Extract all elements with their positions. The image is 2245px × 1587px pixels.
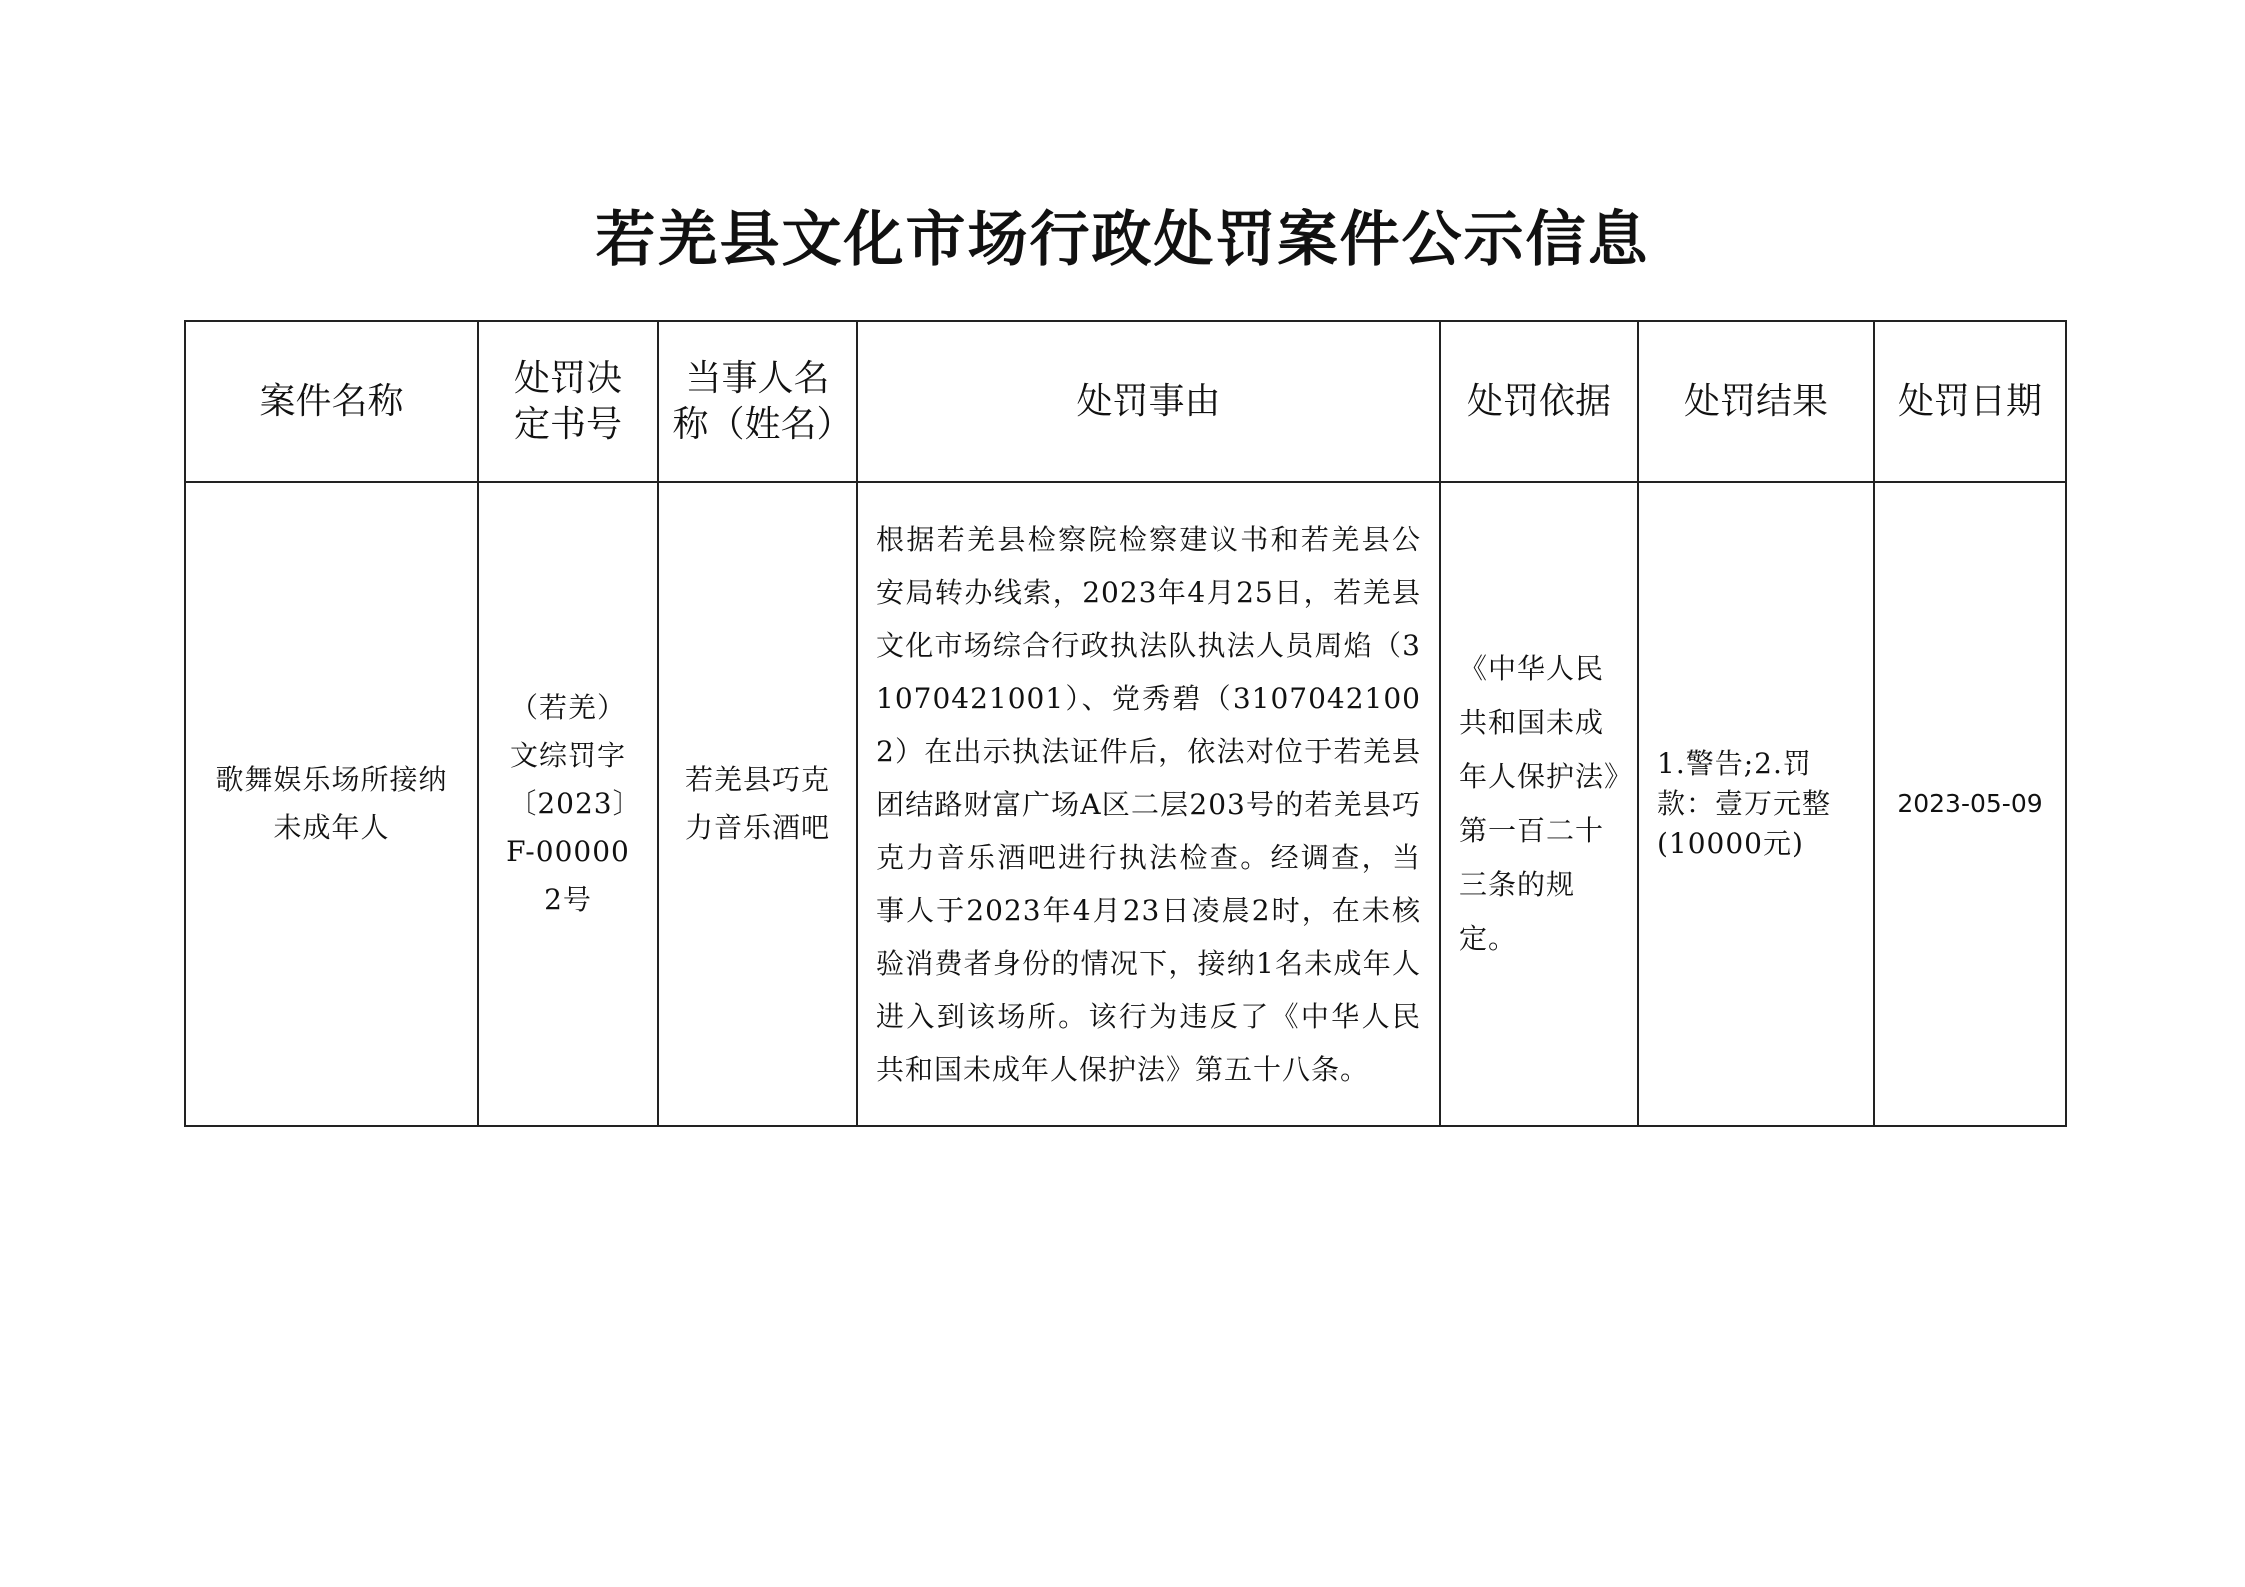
table-row	[185, 482, 2066, 1126]
cell-case-name: 歌舞娱乐场所接纳未成年人	[185, 482, 478, 1126]
cell-decision-no: （若羌）文综罚字〔2023〕F-000002号	[478, 482, 658, 1126]
cell-basis: 《中华人民共和国未成年人保护法》第一百二十三条的规定。	[1440, 482, 1638, 1126]
cell-party-name: 若羌县巧克力音乐酒吧	[658, 482, 857, 1126]
page-title: 若羌县文化市场行政处罚案件公示信息	[595, 205, 1650, 275]
header-basis: 处罚依据	[1440, 321, 1638, 482]
header-case-name: 案件名称	[185, 321, 478, 482]
penalty-case-table	[184, 320, 2067, 1127]
header-reason: 处罚事由	[857, 321, 1440, 482]
header-decision-no: 处罚决定书号	[478, 321, 658, 482]
cell-date: 2023-05-09	[1874, 482, 2066, 1126]
header-result: 处罚结果	[1638, 321, 1874, 482]
table-header-row	[185, 321, 2066, 482]
header-date: 处罚日期	[1874, 321, 2066, 482]
header-party-name: 当事人名称（姓名）	[658, 321, 857, 482]
cell-result: 1.警告;2.罚款：壹万元整(10000元)	[1638, 482, 1874, 1126]
cell-reason: 根据若羌县检察院检察建议书和若羌县公安局转办线索，2023年4月25日，若羌县文化市场综合行政执法队执法人员周焰（31070421001）、党秀碧（31070421002）在出示执法证件后，依法对位于若羌县团结路财富广场A区二层203号的若羌县巧克力音乐酒吧进行执法检查。经调查，当事人于2023年4月23日凌晨2时，在未核验消费者身份的情况下，接纳1名未成年人进入到该场所。该行为违反了《中华人民共和国未成年人保护法》第五十八条。	[857, 482, 1440, 1126]
